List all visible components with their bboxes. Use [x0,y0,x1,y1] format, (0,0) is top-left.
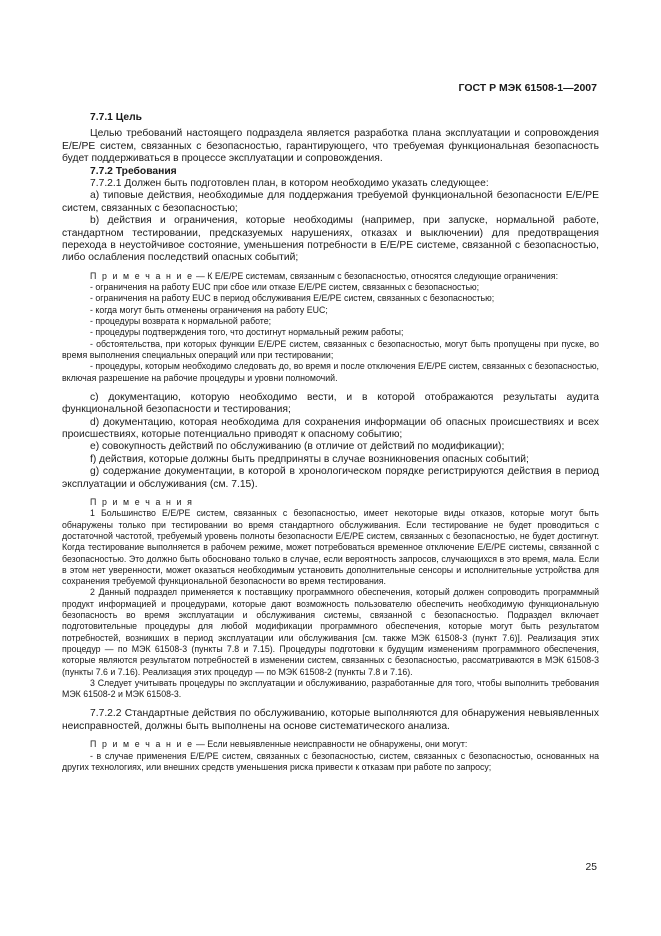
note-1-item: - процедуры, которым необходимо следовать до, во время и после отключения Е/Е/РЕ систем, связанных с безопасностью, включая разрешение на рабочие процедуры и уровни полномочий. [62,361,599,383]
paragraph-7721: 7.7.2.1 Должен быть подготовлен план, в котором необходимо указать следующее: [90,178,489,190]
list-item-e: e) совокупность действий по обслуживанию (в отличие от действий по модификации); [90,441,505,453]
note-2-item: 2 Данный подраздел применяется к поставщику программного обеспечения, который должен сопроводить программный продукт информацией и процедурами, которые дают возможность пользователю обеспечить необходимую функциональную безопасность во время эксплуатации и обслуживания системы, связанной с безопасностью. Подраздел включает подготовительные процедуры для любой модификации программного обеспечения, которые могут быть результатом потребностей, возникших в период эксплуатации или обслуживания [см. также МЭК 61508-3 (пункт 7.6)]. Реализация этих процедур — по МЭК 61508-3 (пункты 7.8 и 7.15). Процедуры подготовки к будущим изменениям программного обеспечения, которые являются результатом потребностей в изменении систем, связанных с безопасностью, рассматриваются в МЭК 61508-3 (пункты 7.6 и 7.16). Реализация этих процедур — по МЭК 61508-2 (пункты 7.8 и 7.16). [62,587,599,677]
note-intro: — К Е/Е/РЕ системам, связанным с безопасностью, относятся следующие ограничения: [193,270,559,281]
note-3-item: - в случае применения Е/Е/РЕ систем, связанных с безопасностью, систем, связанных с безопасностью, основанных на других технологиях, или внешних средств уменьшения риска привести к отказам при работе по запросу; [62,750,599,772]
list-item-c: c) документацию, которую необходимо вести, и в которой отображаются результаты аудита функциональной безопасности и тестирования; [62,391,599,416]
note-intro: — Если невыявленные неисправности не обнаружены, они могут: [193,739,468,750]
document-body [62,112,599,773]
section-heading-771: 7.7.1 Цель [90,112,143,123]
note-1-item: - процедуры возврата к нормальной работе; [90,316,272,327]
note-1-item: - процедуры подтверждения того, что достигнут нормальный режим работы; [90,327,404,338]
list-item-f: f) действия, которые должны быть предприняты в случае возникновения опасных событий; [90,453,529,465]
section-heading-772: 7.7.2 Требования [90,165,177,177]
note-2-item: 3 Следует учитывать процедуры по эксплуатации и обслуживанию, разработанные для того, чтобы выполнить требования МЭК 61508-2 и МЭК 61508-3. [62,677,599,700]
page-number: 25 [585,862,597,873]
notes-2-label: П р и м е ч а н и я [90,497,194,508]
note-3 [62,739,599,750]
note-1-item: - когда могут быть отменены ограничения на работу EUC; [90,304,328,315]
paragraph-goal: Целью требований настоящего подраздела является разработка плана эксплуатации и сопровождения Е/Е/РЕ систем, связанных с безопасностью, гарантирующего, что требуемая функциональная безопасность будет поддерживаться в процессе эксплуатации и сопровождения. [62,128,599,165]
list-item-b: b) действия и ограничения, которые необходимы (например, при запуске, нормальной работе, стандартном тестировании, предсказуемых нарушениях, отказах и выключении) для предотвращения перехода в неустойчивое состояние, уменьшения потребности в Е/Е/РЕ системе, связанной с безопасностью, либо ослабления последствий опасных событий; [62,215,599,264]
note-2-item: 1 Большинство Е/Е/РЕ систем, связанных с безопасностью, имеет некоторые виды отказов, которые могут быть обнаружены только при тестировании во время стандартного обслуживания. Если тестирование не будет проводиться с достаточной частотой, требуемый уровень полноты безопасности Е/Е/РЕ систем, связанных с безопасностью, не будет достигнут. Когда тестирование выполняется в рабочем режиме, может потребоваться временное отключение Е/Е/РЕ системы, связанной с безопасностью. Это должно быть обосновано только в случае, если вероятность запросов, случающихся в это время, мала. Если в этом нет уверенности, может оказаться необходимым установить дополнительные сенсоры и исполнительные устройства для сохранения требуемой функциональной безопасности во время тестирования. [62,508,599,587]
note-1-item: - ограничения на работу EUC в период обслуживания Е/Е/РЕ систем, связанных с безопасностью; [90,293,495,304]
note-1-item: - обстоятельства, при которых функции Е/Е/РЕ систем, связанных с безопасностью, могут быть пропущены при пуске, во время выполнения специальных операций или при тестировании; [62,338,599,360]
note-label: П р и м е ч а н и е [90,270,194,281]
note-label: П р и м е ч а н и е [90,739,194,750]
note-1-item: - ограничения на работу EUC при сбое или отказе Е/Е/РЕ систем, связанных с безопасностью; [90,282,480,293]
list-item-g: g) содержание документации, в которой в хронологическом порядке регистрируются действия в период эксплуатации и обслуживания (см. 7.15). [62,466,599,490]
paragraph-7722: 7.7.2.2 Стандартные действия по обслуживанию, которые выполняются для обнаружения невыявленных неисправностей, должны быть выполнены на основе систематического анализа. [62,708,599,732]
document-header: ГОСТ Р МЭК 61508-1—2007 [458,82,597,94]
list-item-d: d) документацию, которая необходима для сохранения информации об опасных происшествиях и всех происшествиях, которые потенциально приводят к опасному событию; [62,416,599,441]
note-1 [62,271,599,282]
list-item-a: a) типовые действия, необходимые для поддержания требуемой функциональной безопасности Е/Е/РЕ систем, связанных с безопасностью; [62,190,599,214]
